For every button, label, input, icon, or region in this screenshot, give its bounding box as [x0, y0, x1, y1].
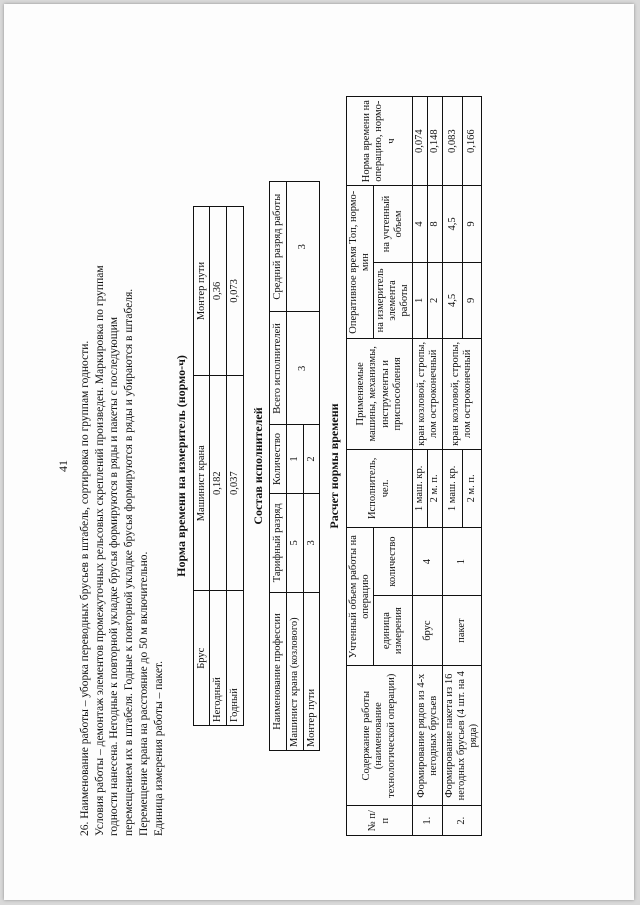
calc-row-per-volume: 4 — [413, 186, 428, 262]
calc-row-norm: 0,074 — [413, 97, 428, 186]
description-line: Перемещение крана на расстояние до 50 м включительно. — [138, 551, 151, 836]
calc-row-norm: 0,148 — [428, 97, 443, 186]
calc-header-per-unit: на измеритель элемента работы — [373, 262, 412, 338]
table-row — [210, 207, 227, 726]
calc-row-machines: кран козловой, стропы, лом остроконечный — [443, 339, 482, 449]
staff-header-profession: Наименование профессии — [270, 592, 287, 750]
calc-row-per-unit: 1 — [413, 262, 428, 338]
staff-header-grade: Тарифный разряд — [270, 493, 287, 592]
calc-section-title: Расчет нормы времени — [327, 403, 342, 529]
staff-table — [269, 181, 320, 751]
rotated-content — [56, 96, 606, 836]
calc-row-machines: кран козловой, стропы, лом остроконечный — [413, 339, 443, 449]
norm-row-name: Годный — [227, 591, 244, 726]
calc-header-machines: Применяемые машины, механизмы, инструменты и приспособления — [346, 339, 412, 449]
description-line: 26. Наименование работы – уборка переводных брусьев в штабель, сортировка по группам годности. — [78, 340, 91, 836]
norm-section-title: Норма времени на измеритель (нормо-ч) — [174, 355, 189, 577]
norm-row-track: 0,36 — [210, 207, 227, 376]
description-line: перемещением их в штабеля. Годные к повторной укладке брусья формируются в ряды и убираются в штабеля. — [123, 288, 136, 836]
norm-row-crane: 0,037 — [227, 375, 244, 591]
description-line: Единица измерения работы – пакет. — [153, 661, 166, 836]
norm-table — [193, 206, 244, 726]
staff-row-name: Машинист крана (козлового) — [286, 592, 303, 750]
staff-avg-grade: 3 — [286, 182, 319, 312]
staff-header-avg-grade: Средний разряд работы — [270, 182, 287, 312]
calc-row-executor: 1 маш. кр. — [443, 449, 463, 528]
norm-row-crane: 0,182 — [210, 375, 227, 591]
staff-row-qty: 2 — [303, 425, 320, 493]
table-row — [413, 97, 428, 836]
staff-row-name: Монтер пути — [303, 592, 320, 750]
staff-row-grade: 5 — [286, 493, 303, 592]
calc-row-norm: 0,083 — [443, 97, 463, 186]
document-page — [4, 4, 634, 900]
calc-header-num: № п/п — [346, 806, 412, 836]
calc-row-unit: брус — [413, 596, 443, 666]
calc-header-unit: единица измерения — [373, 596, 412, 666]
calc-row-per-unit: 2 — [428, 262, 443, 338]
table-row — [286, 182, 303, 751]
calc-row-content: Формирование пакета из 16 негодных брусьев (4 шт. на 4 ряда) — [443, 666, 482, 806]
calc-row-per-volume: 4,5 — [443, 186, 463, 262]
calc-header-quantity: количество — [373, 528, 412, 596]
work-description — [78, 96, 168, 836]
table-row — [443, 97, 463, 836]
page-number: 41 — [56, 460, 70, 472]
description-line: Условия работы – демонтаж элементов промежуточных рельсовых скреплений произведен. Маркировка по группам — [93, 265, 106, 836]
description-line: годности нанесена. Негодные к повторной укладке брусья формируются в ряды и пакеты с последующим — [108, 316, 121, 836]
calc-row-num: 2. — [443, 806, 482, 836]
calc-row-executor: 1 маш. кр. — [413, 449, 428, 528]
calc-row-per-volume: 8 — [428, 186, 443, 262]
norm-header-beam: Брус — [193, 591, 210, 726]
norm-row-track: 0,073 — [227, 207, 244, 376]
calc-header-executor: Исполнитель, чел. — [346, 449, 412, 528]
calc-row-unit: пакет — [443, 596, 482, 666]
calc-header-volume: Учтенный объем работы на операцию — [346, 528, 373, 666]
table-row — [227, 207, 244, 726]
calc-table — [346, 96, 483, 836]
calc-row-quantity: 4 — [413, 528, 443, 596]
calc-row-num: 1. — [413, 806, 443, 836]
staff-row-grade: 3 — [303, 493, 320, 592]
calc-row-executor: 2 м. п. — [462, 449, 482, 528]
staff-header-count: Количество — [270, 425, 287, 493]
calc-header-per-volume: на учтенный объем — [373, 186, 412, 262]
staff-section-title: Состав исполнителей — [250, 407, 265, 525]
calc-header-norm: Норма времени на операцию, нормо-ч — [346, 97, 412, 186]
staff-row-qty: 1 — [286, 425, 303, 493]
staff-total: 3 — [286, 312, 319, 425]
calc-row-executor: 2 м. п. — [428, 449, 443, 528]
staff-header-total: Всего исполнителей — [270, 312, 287, 425]
norm-row-name: Негодный — [210, 591, 227, 726]
norm-header-track: Монтер пути — [193, 207, 210, 376]
calc-row-per-unit: 4,5 — [443, 262, 463, 338]
calc-row-norm: 0,166 — [462, 97, 482, 186]
calc-header-op-time: Оперативное время Топ, нормо-мин — [346, 186, 373, 339]
norm-header-crane: Машинист крана — [193, 375, 210, 591]
calc-header-content: Содержание работы (наименование технологической операции) — [346, 666, 412, 806]
calc-row-content: Формирование рядов из 4-х негодных брусьев — [413, 666, 443, 806]
calc-row-per-volume: 9 — [462, 186, 482, 262]
calc-row-quantity: 1 — [443, 528, 482, 596]
calc-row-per-unit: 9 — [462, 262, 482, 338]
